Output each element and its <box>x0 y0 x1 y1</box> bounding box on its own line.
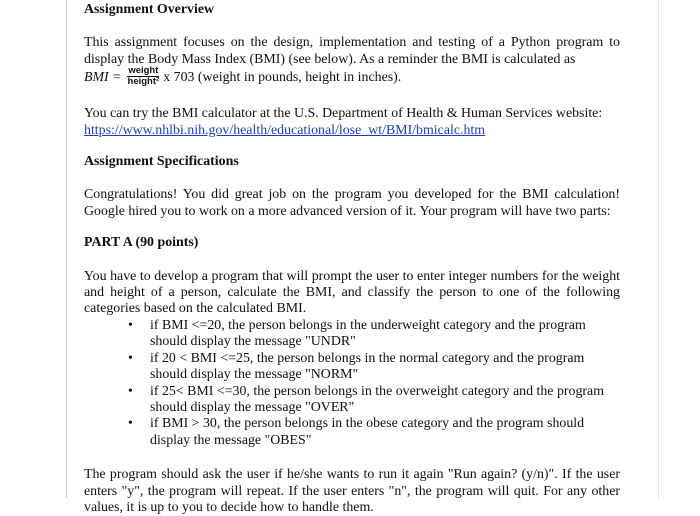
list-item <box>128 350 620 384</box>
specifications-heading: Assignment Specifications <box>84 154 239 170</box>
overview-heading: Assignment Overview <box>84 2 215 17</box>
bullet-icon: • <box>128 416 133 432</box>
formula-denominator: height² <box>127 76 160 88</box>
formula-equals: = <box>112 69 121 85</box>
bullet-icon: • <box>128 383 133 399</box>
part-a-heading: PART A (90 points) <box>84 235 199 251</box>
part-a-paragraph: You have to develop a program that will prompt the user to enter integer numbers for the weight and height of a person, calculate the BMI, and classify the person to one of the following categories based on the calculated BMI. <box>84 268 620 317</box>
calculator-text: You can try the BMI calculator at the U.S. Department of Health & Human Services website: <box>84 106 603 122</box>
condition-overweight: if 25< BMI <=30, the person belongs in the overweight category and the program should display the message "OVER" <box>150 383 605 415</box>
specifications-paragraph: Congratulations! You did great job on the program you developed for the BMI calculation! Google hired you to work on a more advanced version of it. Your program will have two parts: <box>84 187 620 219</box>
bullet-icon: • <box>128 317 133 333</box>
list-item <box>128 317 620 351</box>
overview-intro: This assignment focuses on the design, implementation and testing of a Python program to display the Body Mass Index (BMI) (see below). As a reminder the BMI is calculated as <box>84 35 620 67</box>
part-a-closing: The program should ask the user if he/she wants to run it again "Run again? (y/n)". If the user enters "y", the program will repeat. If the user enters "n", the program will quit. For any other values, it is up to you to decide how to handle them. <box>84 467 620 515</box>
document-page <box>84 2 620 516</box>
list-item <box>128 383 620 417</box>
formula-rest: x 703 (weight in pounds, height in inches). <box>163 69 402 85</box>
bmi-category-list <box>84 318 620 449</box>
list-item <box>128 416 620 449</box>
bmi-calculator-link[interactable]: https://www.nhlbi.nih.gov/health/educational/lose_wt/BMI/bmicalc.htm <box>84 122 486 138</box>
page-left-border <box>66 0 67 498</box>
formula-fraction <box>127 66 161 87</box>
page-right-border <box>658 0 659 498</box>
formula-lhs: BMI <box>84 69 109 85</box>
formula-numerator: weight <box>128 65 159 77</box>
bullet-icon: • <box>128 350 133 366</box>
bmi-formula <box>84 67 620 88</box>
condition-obese: if BMI > 30, the person belongs in the obese category and the program should display the message "OBES" <box>150 416 585 448</box>
condition-underweight: if BMI <=20, the person belongs in the underweight category and the program should display the message "UNDR" <box>150 317 586 350</box>
condition-normal: if 20 < BMI <=25, the person belongs in the normal category and the program should display the message "NORM" <box>150 350 585 383</box>
